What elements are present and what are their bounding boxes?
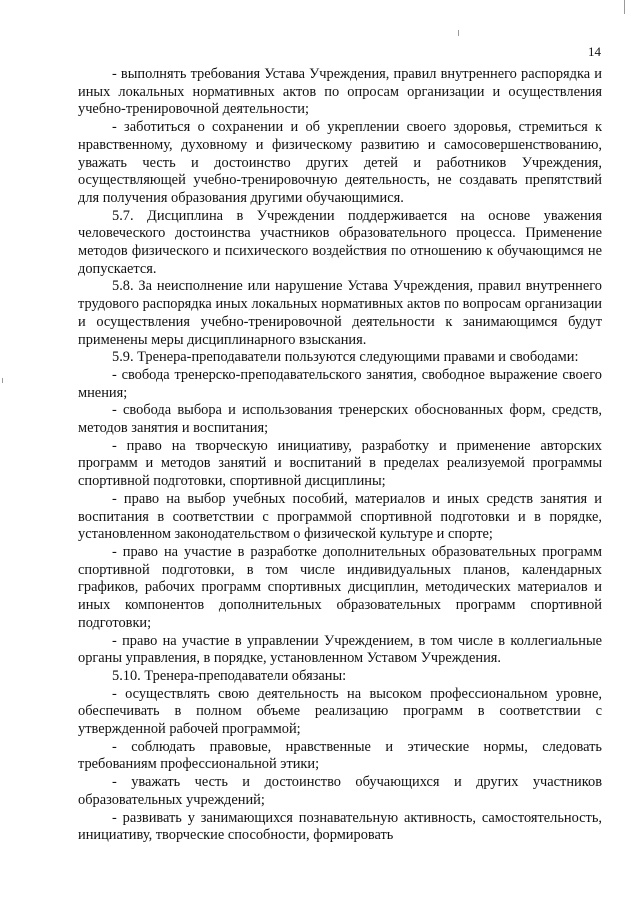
list-item-right: - право на творческую инициативу, разработку и применение авторских программ и методов занятий и воспитаний в пределах реализуемой программы спортивной подготовки, спортивной дисциплины;: [78, 437, 602, 490]
document-body: [78, 66, 602, 845]
list-item-duty: - соблюдать правовые, нравственные и этические нормы, следовать требованиям профессиональной этики;: [78, 738, 602, 773]
scan-speck: [458, 30, 459, 36]
list-item-right: - право на выбор учебных пособий, материалов и иных средств занятия и воспитания в соответствии с программой спортивной подготовки и в порядке, установленном законодательством о физической культуре и спорте;: [78, 490, 602, 543]
clause-5-9-heading: 5.9. Тренера-преподаватели пользуются следующими правами и свободами:: [112, 349, 579, 366]
list-item-duty: - осуществлять свою деятельность на высоком профессиональном уровне, обеспечивать в полном объеме реализацию программ в соответствии с утвержденной рабочей программой;: [78, 685, 602, 738]
list-item-right: - право на участие в разработке дополнительных образовательных программ спортивной подготовки, в том числе индивидуальных планов, календарных графиков, рабочих программ спортивных дисциплин, методических материалов и иных компонентов дополнительных образовательных программ спортивной подготовки;: [78, 543, 602, 631]
list-item-duty: - уважать честь и достоинство обучающихся и других участников образовательных учреждений;: [78, 774, 602, 808]
list-item-obligation: - заботиться о сохранении и об укреплении своего здоровья, стремиться к нравственному, духовному и физическому развитию и самосовершенствованию, уважать честь и достоинство других детей и работников Учреждения, осуществляющей учебно-тренировочную деятельность, не создавать препятствий для получения образования другими обучающимися.: [78, 119, 602, 206]
clause-5-7: 5.7. Дисциплина в Учреждении поддерживается на основе уважения человеческого достоинства участников образовательного процесса. Применение методов физического и психического воздействия по отношению к обучающимся не допускается.: [78, 207, 602, 277]
clause-5-10-heading: 5.10. Тренера-преподаватели обязаны:: [112, 667, 347, 684]
list-item-right: - свобода выбора и использования тренерских обоснованных форм, средств, методов занятия и воспитания;: [78, 402, 602, 437]
page-number: 14: [588, 44, 601, 59]
list-item-duty: - развивать у занимающихся познавательную активность, самостоятельность, инициативу, творческие способности, формировать: [78, 809, 602, 844]
list-item-right: - свобода тренерско-преподавательского занятия, свободное выражение своего мнения;: [78, 366, 602, 401]
clause-5-8: 5.8. За неисполнение или нарушение Устава Учреждения, правил внутреннего трудового распорядка иных локальных нормативных актов по вопросам организации и осуществления учебно-тренировочной деятельности к занимающимся будут применены меры дисциплинарного взыскания.: [78, 278, 602, 348]
scan-speck: [2, 378, 3, 383]
list-item-obligation: - выполнять требования Устава Учреждения, правил внутреннего распорядка и иных локальных нормативных актов по опросам организации и осуществления учебно-тренировочной деятельности;: [78, 66, 602, 118]
list-item-right: - право на участие в управлении Учреждением, в том числе в коллегиальные органы управления, в порядке, установленном Уставом Учреждения.: [78, 632, 602, 667]
scan-speck: [624, 0, 625, 14]
